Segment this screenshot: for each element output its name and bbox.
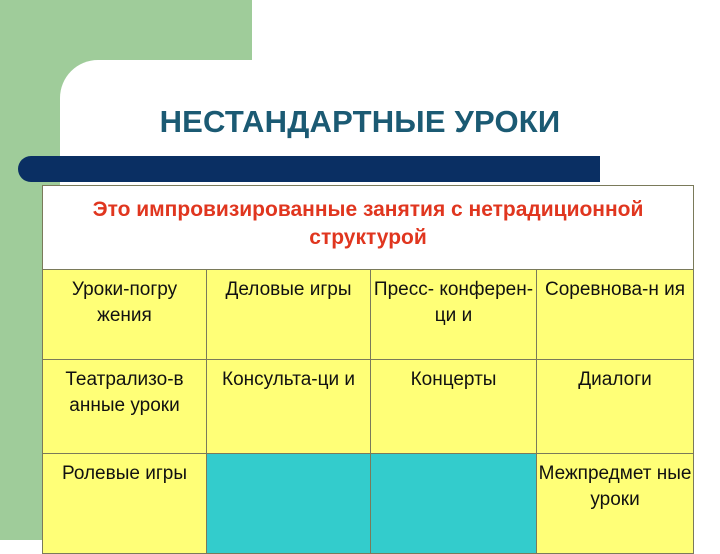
table-cell: Концерты	[371, 360, 537, 454]
table-cell: Межпредмет ные уроки	[537, 454, 694, 554]
table-cell: Консульта-ци и	[207, 360, 371, 454]
slide-title: НЕСТАНДАРТНЫЕ УРОКИ	[159, 104, 561, 139]
table-cell-empty	[371, 454, 537, 554]
table-cell: Уроки-погру жения	[43, 270, 207, 360]
table-cell: Ролевые игры	[43, 454, 207, 554]
table-cell: Диалоги	[537, 360, 694, 454]
table-cell: Деловые игры	[207, 270, 371, 360]
background-green-strip	[0, 0, 42, 540]
table-row	[43, 454, 694, 554]
lesson-types-table	[42, 185, 694, 554]
title-accent-bar	[18, 156, 600, 182]
table-cell: Соревнова-н ия	[537, 270, 694, 360]
table-cell: Пресс- конферен-ци и	[371, 270, 537, 360]
table-cell-empty	[207, 454, 371, 554]
table-header: Это импровизированные занятия с нетрадиционной структурой	[43, 186, 694, 270]
table-row	[43, 270, 694, 360]
table-row	[43, 360, 694, 454]
table-cell: Театрализо-в анные уроки	[43, 360, 207, 454]
